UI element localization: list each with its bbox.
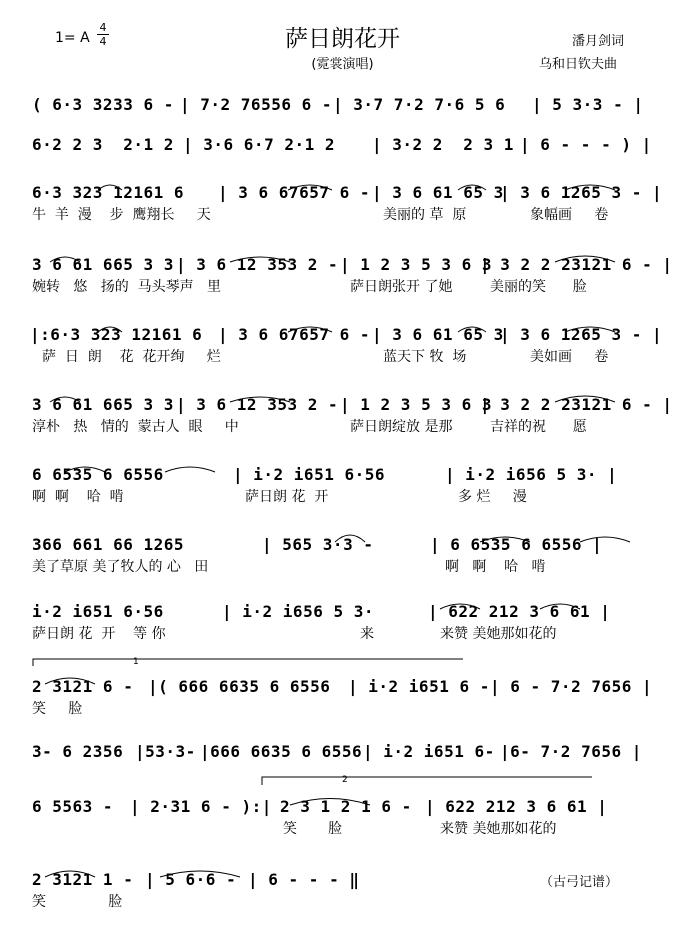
measure: 2 3121 6 -: [32, 677, 134, 696]
lyric-line: 来赞 美她那如花的: [440, 821, 557, 837]
measure: | 622 212 3 6 61 |: [428, 602, 611, 621]
lyric-line: 牛 羊 漫 步 鹰翔长 天: [32, 207, 211, 223]
measure: |( 666 6635 6 6556: [148, 677, 331, 696]
measure: | 3·2 2 2 3 1: [372, 135, 514, 154]
score-row: [0, 797, 685, 837]
score-row: [0, 395, 685, 435]
measure: | 6 - - - ‖: [248, 870, 360, 889]
ending-bracket-1: [33, 659, 463, 666]
lyric-line: 萨日朗绽放 是那: [350, 419, 453, 435]
measure: | 2·31 6 - ):|: [130, 797, 272, 816]
measure: | 3 6 67657 6 -: [218, 183, 370, 202]
lyric-line: 笑 脸: [32, 701, 83, 717]
lyric-line: 婉转 悠 扬的 马头琴声 里: [32, 279, 221, 295]
measure: ( 6·3 3233 6 -: [32, 95, 174, 114]
score-row: [0, 183, 685, 223]
measure: |6- 7·2 7656 |: [500, 742, 642, 761]
measure: 3 6 61 665 3 3: [32, 395, 174, 414]
measure: | 5 6·6 -: [145, 870, 237, 889]
time-signature-top: 4: [99, 21, 107, 34]
measure: | 3 6 12 353 2 -: [176, 255, 339, 274]
measure: | 622 212 3 6 61 |: [425, 797, 608, 816]
measure: | 1 2 3 5 3 6 3: [340, 255, 492, 274]
measure: 2 3 1 2 1 6 -: [280, 797, 412, 816]
lyric-line: 象幅画 卷: [530, 207, 609, 223]
ending-number: 2: [342, 775, 348, 785]
lyric-line: 来: [360, 626, 374, 642]
lyric-line: 笑 脸: [32, 894, 123, 910]
score-row: [0, 742, 685, 762]
measure: | 3 2 2 23121 6 - |: [480, 255, 673, 274]
measure: | 3·6 6·7 2·1 2: [183, 135, 335, 154]
lyric-line: 美了草原 美了牧人的 心 田: [32, 559, 209, 575]
measure: | 3 2 2 23121 6 - |: [480, 395, 673, 414]
measure: 3 6 61 665 3 3: [32, 255, 174, 274]
measure: |:6·3 323 12161 6: [30, 325, 203, 344]
score-row: [0, 95, 685, 115]
measure: 366 661 66 1265: [32, 535, 184, 554]
transcriber-credit: （古弓记谱）: [540, 875, 619, 890]
measure: | 3 6 67657 6 -: [218, 325, 370, 344]
lyric-line: 多 烂 漫: [458, 489, 527, 505]
ending-bracket-2: [262, 777, 592, 785]
measure: | i·2 i651 6-: [363, 742, 495, 761]
lyric-line: 啊 啊 哈 啃: [32, 489, 124, 505]
measure: | 565 3·3 -: [262, 535, 374, 554]
score-row: [0, 255, 685, 295]
measure: 6·2 2 3 2·1 2: [32, 135, 174, 154]
measure: | 3 6 1265 3 - |: [500, 325, 663, 344]
measure: | 1 2 3 5 3 6 3: [340, 395, 492, 414]
measure: | 7·2 76556 6 -: [180, 95, 332, 114]
measure: | 6 6535 6 6556 |: [430, 535, 603, 554]
lyric-line: 美如画 卷: [530, 349, 609, 365]
measure: | 3 6 1265 3 - |: [500, 183, 663, 202]
measure: |53·3-: [135, 742, 196, 761]
lyric-line: 萨日朗 花 开: [245, 489, 329, 505]
measure: | 6 - 7·2 7656 |: [490, 677, 653, 696]
measure: |666 6635 6 6556: [200, 742, 363, 761]
song-title: 萨日朗花开: [285, 26, 400, 52]
lyric-line: 美丽的笑 脸: [490, 279, 587, 295]
key-signature: 1= A: [55, 30, 90, 46]
measure: | i·2 i656 5 3·: [222, 602, 374, 621]
time-signature-bottom: 4: [99, 35, 107, 48]
measure: | 5 3·3 - |: [532, 95, 644, 114]
lyric-line: 美丽的 草 原: [383, 207, 467, 223]
composer-credit: 乌和日钦夫曲: [539, 57, 618, 72]
lyric-line: 淳朴 热 情的 蒙古人 眼 中: [32, 419, 239, 435]
measure: 6·3 323 12161 6: [32, 183, 184, 202]
lyric-line: 来赞 美她那如花的: [440, 626, 557, 642]
measure: | i·2 i651 6·56: [233, 465, 385, 484]
score-row: [0, 135, 685, 155]
measure: | i·2 i651 6 -: [348, 677, 490, 696]
lyric-line: 蓝天下 牧 场: [383, 349, 467, 365]
lyric-line: 萨 日 朗 花 花开绚 烂: [42, 349, 221, 365]
lyric-line: 笑 脸: [283, 821, 343, 837]
score-row: [0, 325, 685, 365]
measure: 6 5563 -: [32, 797, 114, 816]
measure: | 6 - - - ) |: [520, 135, 652, 154]
measure: 6 6535 6 6556: [32, 465, 164, 484]
score-row: [0, 677, 685, 717]
measure: 3- 6 2356: [32, 742, 124, 761]
lyric-line: 啊 啊 哈 啃: [445, 559, 546, 575]
measure: | 3 6 61 65 3: [372, 183, 504, 202]
score-row: [0, 602, 685, 642]
lyric-line: 萨日朗 花 开 等 你: [32, 626, 166, 642]
measure: | 3 6 61 65 3: [372, 325, 504, 344]
lyric-line: 萨日朗张开 了她: [350, 279, 453, 295]
lyric-line: 吉祥的祝 愿: [490, 419, 587, 435]
measure: | 3·7 7·2 7·6 5 6: [333, 95, 506, 114]
score-row: [0, 535, 685, 575]
score-row: [0, 465, 685, 505]
lyricist-credit: 潘月剑词: [572, 34, 625, 49]
measure: | 3 6 12 353 2 -: [176, 395, 339, 414]
performer-note: (霓裳演唱): [311, 57, 374, 72]
ending-number: 1: [133, 657, 139, 667]
measure: | i·2 i656 5 3· |: [445, 465, 618, 484]
measure: i·2 i651 6·56: [32, 602, 164, 621]
measure: 2 3121 1 -: [32, 870, 134, 889]
